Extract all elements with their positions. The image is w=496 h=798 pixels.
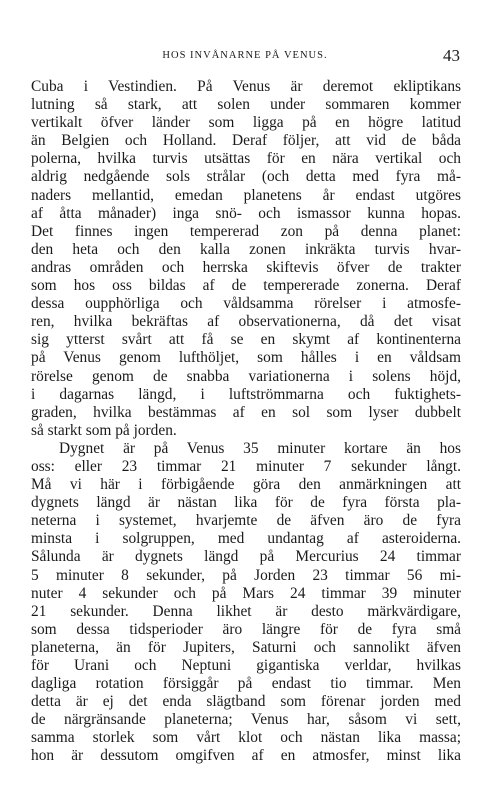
text-line: planeterna, än för Jupiters, Saturni och sannolikt äfven xyxy=(31,638,461,656)
text-line: nuter 4 sekunder och på Mars 24 timmar 39 minuter xyxy=(31,584,461,602)
text-line: detta är ej det enda slägtband som förenar jorden med xyxy=(31,693,461,711)
text-line: sig ytterst svårt att få se en skymt af kontinenterna xyxy=(31,331,461,349)
text-line: aldrig nedgående sols strålar (och detta med fyra må- xyxy=(31,168,461,186)
text-line: polerna, hvilka turvis utsättas för en nära vertikal och xyxy=(31,150,461,168)
paragraph xyxy=(31,440,461,766)
text-line: 5 minuter 8 sekunder, på Jorden 23 timmar 56 mi- xyxy=(31,566,461,584)
text-line: naders mellantid, emedan planetens år endast utgöres xyxy=(31,186,461,204)
text-line: vertikalt öfver länder som ligga på en högre latitud xyxy=(31,114,461,132)
text-line: som dessa tidsperioder äro längre för de fyra små xyxy=(31,620,461,638)
text-line: rörelse genom de snabba variationerna i solens höjd, xyxy=(31,367,461,385)
text-line: dagliga rotation försiggår på endast tio timmar. Men xyxy=(31,675,461,693)
text-line: af åtta månader) inga snö- och ismassor kunna hopas. xyxy=(31,204,461,222)
text-line: Cuba i Vestindien. På Venus är deremot ekliptikans xyxy=(31,78,461,95)
text-line: hon är dessutom omgifven af en atmosfer, minst lika xyxy=(31,747,461,765)
text-line: dessa oupphörliga och våldsamma rörelser i atmosfe- xyxy=(31,295,461,313)
text-line: andras områden och herrska skiftevis öfver de trakter xyxy=(31,258,461,276)
text-line: än Belgien och Holland. Deraf följer, att vid de båda xyxy=(31,132,461,150)
text-line: de närgränsande planeterna; Venus har, såsom vi sett, xyxy=(31,711,461,729)
text-line: graden, hvilka bestämmas af en sol som lyser dubbelt xyxy=(31,403,461,421)
text-line: lutning så stark, att solen under sommaren kommer xyxy=(31,96,461,114)
text-line: så starkt som på jorden. xyxy=(31,421,177,439)
text-line: i dagarnas längd, i luftströmmarna och fuktighets- xyxy=(31,385,461,403)
running-head: HOS INVÅNARNE PÅ VENUS. xyxy=(162,50,328,61)
body-text xyxy=(31,78,461,766)
text-line: på Venus genom lufthöljet, som hålles i en våldsam xyxy=(31,349,461,367)
text-line: Dygnet är på Venus 35 minuter kortare än hos xyxy=(59,439,461,457)
text-line: minsta i solgruppen, med undantag af asteroiderna. xyxy=(31,530,461,548)
text-line: Må vi här i förbigående göra den anmärkningen att xyxy=(31,476,461,494)
page-number: 43 xyxy=(443,46,460,65)
text-line: 21 sekunder. Denna likhet är desto märkvärdigare, xyxy=(31,602,461,620)
text-line: neterna i systemet, hvarjemte de äfven äro de fyra xyxy=(31,512,461,530)
text-line: den heta och den kalla zonen inkräkta turvis hvar- xyxy=(31,240,461,258)
text-line: Det finnes ingen tempererad zon på denna planet: xyxy=(31,222,461,240)
text-line: Sålunda är dygnets längd på Mercurius 24 timmar xyxy=(31,548,461,566)
text-line: som hos oss bildas af de tempererade zonerna. Deraf xyxy=(31,277,461,295)
text-line: samma storlek som vårt klot och nästan lika massa; xyxy=(31,729,461,747)
page-header xyxy=(30,46,460,68)
text-line: för Urani och Neptuni gigantiska verldar, hvilkas xyxy=(31,657,461,674)
text-line: dygnets längd är nästan lika för de fyra första pla- xyxy=(31,494,461,512)
paragraph xyxy=(31,78,461,440)
text-line: ren, hvilka bekräftas af observationerna, då det visat xyxy=(31,313,461,331)
text-line: oss: eller 23 timmar 21 minuter 7 sekunder långt. xyxy=(31,457,461,475)
